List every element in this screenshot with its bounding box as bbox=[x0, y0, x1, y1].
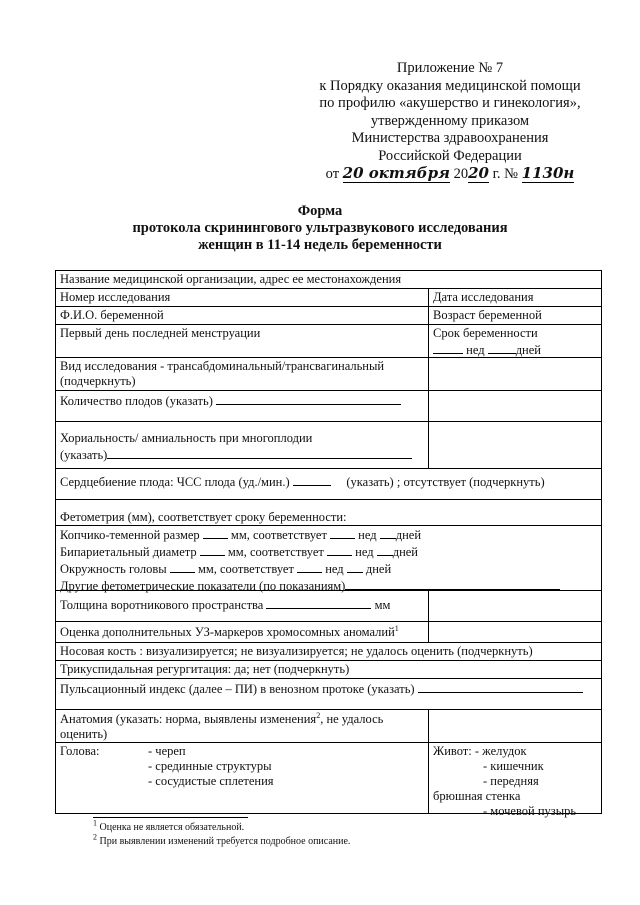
form-title: Форма протокола скринингового ультразвукового исследования женщин в 11-14 недель беременности bbox=[132, 203, 508, 253]
document-header bbox=[300, 60, 600, 184]
study-date-field[interactable]: Дата исследования bbox=[433, 290, 534, 304]
markers-field: Оценка дополнительных УЗ-маркеров хромосомных аномалий$^1$ bbox=[56, 622, 429, 642]
head-field[interactable]: Голова: - череп - срединные структуры - сосудистые сплетения bbox=[56, 743, 429, 813]
appendix-title: Приложение № 7 bbox=[396, 60, 504, 76]
gest-age-field[interactable]: Срок беременности нед дней bbox=[433, 326, 541, 357]
anatomy-field: Анатомия (указать: норма, выявлены изменения$^2$, не удалось оценить) bbox=[56, 710, 429, 742]
patient-age-field[interactable]: Возраст беременной bbox=[433, 308, 542, 322]
fetometry-block[interactable]: Фетометрия (мм), соответствует сроку беременности: Копчико-теменной размер мм, соответствует нед дней Бипариетальный диаметр мм, соответствует нед дней Окружность головы мм, соответствует нед дней Другие фетометрические показатели (по показаниям) bbox=[56, 500, 601, 590]
handwritten-year: 20 bbox=[468, 164, 489, 182]
fetus-count-field[interactable]: Количество плодов (указать) bbox=[56, 391, 429, 421]
header-line: Министерства здравоохранения bbox=[351, 130, 549, 146]
lmp-field[interactable]: Первый день последней менструации bbox=[56, 325, 429, 357]
header-line: Российской Федерации bbox=[378, 147, 522, 164]
footnote-divider bbox=[93, 817, 248, 818]
abdomen-field[interactable]: Живот: - желудок - кишечник - передняя брюшная стенка - мочевой пузырь bbox=[433, 744, 577, 818]
heartbeat-field[interactable]: Сердцебиение плода: ЧСС плода (уд./мин.) (указать) ; отсутствует (подчеркнуть) bbox=[60, 475, 545, 489]
org-field[interactable]: Название медицинской организации, адрес ее местонахождения bbox=[60, 272, 402, 286]
patient-name-field[interactable]: Ф.И.О. беременной bbox=[56, 307, 429, 324]
order-date-line: от 20 октября 2020 г. № 1130н bbox=[325, 164, 575, 182]
header-line: утвержденному приказом bbox=[370, 112, 530, 129]
header-line: к Порядку оказания медицинской помощи bbox=[319, 77, 581, 94]
study-number-field[interactable]: Номер исследования bbox=[56, 289, 429, 306]
chorionicity-field[interactable]: Хориальность/ амниальность при многоплодии (указать) bbox=[56, 422, 429, 468]
nasal-bone-field[interactable]: Носовая кость : визуализируется; не визуализируется; не удалось оценить (подчеркнуть) bbox=[60, 644, 533, 658]
tricuspid-field[interactable]: Трикуспидальная регургитация: да; нет (подчеркнуть) bbox=[60, 662, 350, 676]
protocol-table bbox=[55, 270, 602, 818]
footnote-2: $^2$ При выявлении изменений требуется подробное описание. bbox=[93, 832, 351, 847]
header-line: по профилю «акушерство и гинекология», bbox=[319, 95, 581, 111]
nt-field[interactable]: Толщина воротникового пространства мм bbox=[56, 591, 429, 621]
exam-type-field[interactable]: Вид исследования - трансабдоминальный/трансвагинальный (подчеркнуть) bbox=[56, 358, 429, 390]
pi-field[interactable]: Пульсационный индекс (далее – ПИ) в венозном протоке (указать) bbox=[56, 679, 601, 709]
handwritten-order-number: 1130н bbox=[521, 164, 575, 182]
handwritten-date: 20 октября bbox=[342, 164, 450, 182]
footnote-1: $^1$ Оценка не является обязательной. bbox=[93, 818, 245, 833]
